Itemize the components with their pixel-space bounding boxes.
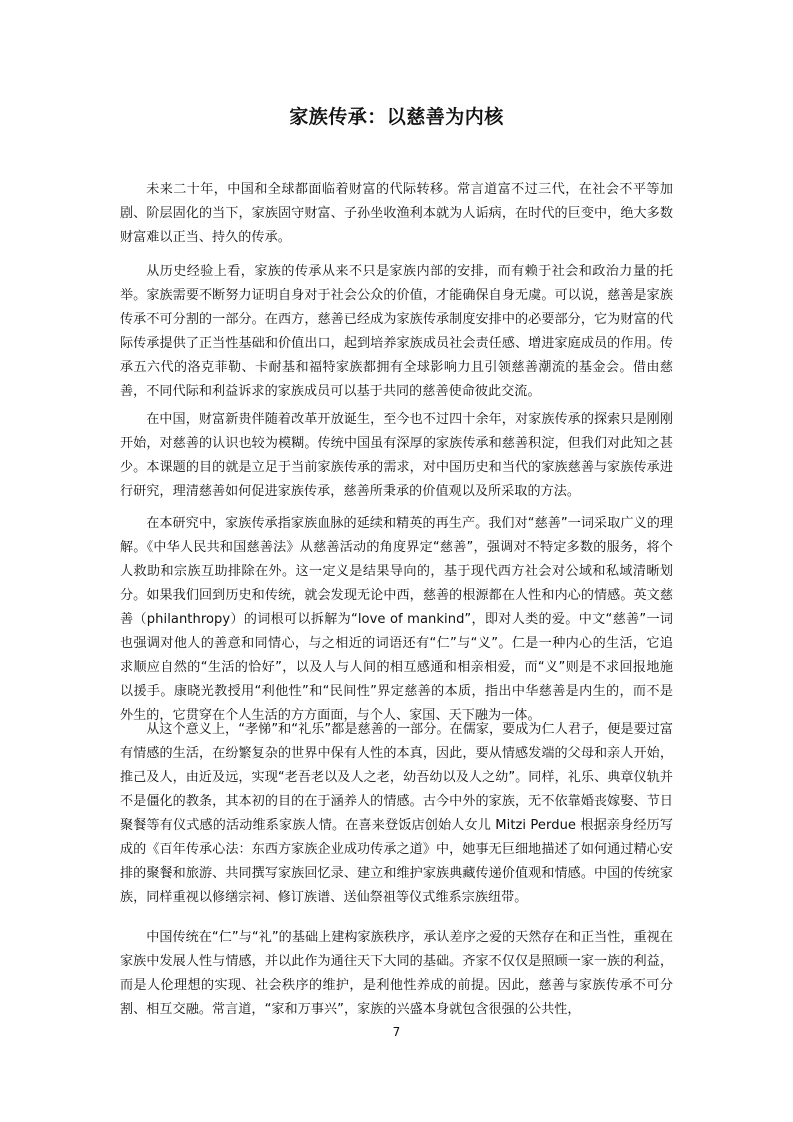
- paragraph-6: 中国传统在“仁”与“礼”的基础上建构家族秩序，承认差序之爱的天然存在和正当性，重视在家族中发展人性与情感，并以此作为通往天下大同的基础。齐家不仅仅是照顾一家一族的利益，而是人伦理想的实现、社会秩序的维护，是利他性养成的前提。因此，慈善与家族传承不可分割、相互交融。常言道，“家和万事兴”，家族的兴盛本身就包含很强的公共性，: [120, 930, 673, 1017]
- paragraph-2: 从历史经验上看，家族的传承从来不只是家族内部的安排，而有赖于社会和政治力量的托举。家族需要不断努力证明自身对于社会公众的价值，才能确保自身无虞。可以说，慈善是家族传承不可分割的一部分。在西方，慈善已经成为家族传承制度安排中的必要部分，它为财富的代际传承提供了正当性基础和价值出口，起到培养家族成员社会责任感、增进家庭成员的作用。传承五六代的洛克菲勒、卡耐基和福特家族都拥有全球影响力且引领慈善潮流的基金会。借由慈善，不同代际和利益诉求的家族成员可以基于共同的慈善使命彼此交流。: [120, 264, 673, 399]
- document-title: 家族传承：以慈善为内核: [289, 106, 504, 128]
- paragraph-4: 在本研究中，家族传承指家族血脉的延续和精英的再生产。我们对“慈善”一词采取广义的理解。《中华人民共和国慈善法》从慈善活动的角度界定“慈善”，强调对不特定多数的服务，将个人救助和宗族互助排除在外。这一定义是结果导向的，基于现代西方社会对公域和私域清晰划分。如果我们回到历史和传统，就会发现无论中西，慈善的根源都在人性和内心的情感。英文慈善（philanthropy）的词根可以拆解为“love of mankind”，即对人类的爱。中文“慈善”一词也强调对他人的善意和同情心，与之相近的词语还有“仁”与“义”。仁是一种内心的生活，它追求顺应自然的“生活的恰好”，以及人与人间的相互感通和相亲相爱，而“义”则是不求回报地施以援手。康晓光教授用“利他性”和“民间性”界定慈善的本质，指出中华慈善是内生的，而不是外生的，它贯穿在个人生活的方方面面，与个人、家国、天下融为一体。: [120, 516, 673, 723]
- paragraph-3: 在中国，财富新贵伴随着改革开放诞生，至今也不过四十余年，对家族传承的探索只是刚刚开始，对慈善的认识也较为模糊。传统中国虽有深厚的家族传承和慈善积淀，但我们对此知之甚少。本课题的目的就是立足于当前家族传承的需求，对中国历史和当代的家族慈善与家族传承进行研究，理清慈善如何促进家族传承，慈善所秉承的价值观以及所采取的方法。: [120, 412, 673, 499]
- page-number: 7: [392, 1025, 401, 1039]
- paragraph-5: 从这个意义上，“孝悌”和“礼乐”都是慈善的一部分。在儒家，要成为仁人君子，便是要过富有情感的生活，在纷繁复杂的世界中保有人性的本真，因此，要从情感发端的父母和亲人开始，推己及人，由近及远，实现“老吾老以及人之老，幼吾幼以及人之幼”。同样，礼乐、典章仪轨并不是僵化的教条，其本初的目的在于涵养人的情感。古今中外的家族，无不依靠婚丧嫁娶、节日聚餐等有仪式感的活动维系家族人情。在喜来登饭店创始人女儿 Mitzi Perdue 根据亲身经历写成的《百年传承心法：东西方家族企业成功传承之道》中，她事无巨细地描述了如何通过精心安排的聚餐和旅游、共同撰写家族回忆录、建立和维护家族典藏传递价值观和情感。中国的传统家族，同样重视以修缮宗祠、修订族谱、送仙祭祖等仪式维系宗族纽带。: [120, 722, 673, 905]
- paragraph-1: 未来二十年，中国和全球都面临着财富的代际转移。常言道富不过三代，在社会不平等加剧、阶层固化的当下，家族固守财富、子孙坐收渔利本就为人诟病，在时代的巨变中，绝大多数财富难以正当、持久的传承。: [120, 182, 673, 245]
